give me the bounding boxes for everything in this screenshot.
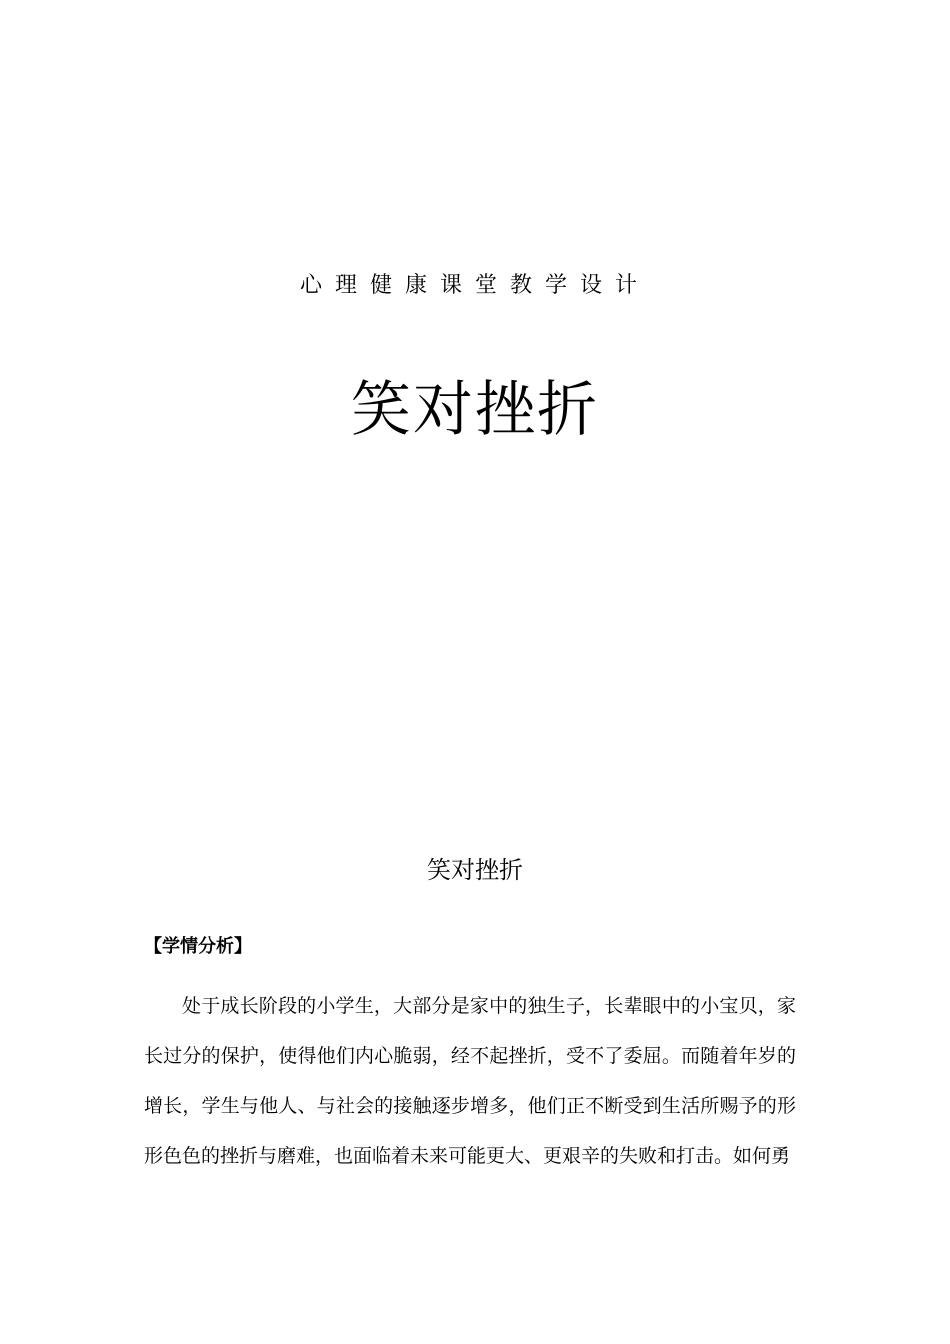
section-title: 笑对挫折	[427, 856, 523, 884]
cover-title: 笑对挫折	[351, 375, 599, 445]
analysis-heading: 【学情分析】	[144, 936, 252, 957]
analysis-paragraph: 处于成长阶段的小学生，大部分是家中的独生子，长辈眼中的小宝贝，家长过分的保护，使得他们内心脆弱，经不起挫折，受不了委屈。而随着年岁的增长，学生与他人、与社会的接触逐步增多，他们正不断受到生活所赐予的形形色色的挫折与磨难，也面临着未来可能更大、更艰辛的失败和打击。如何勇	[144, 995, 796, 1167]
cover-subtitle: 心理健康课堂教学设计	[299, 273, 650, 298]
